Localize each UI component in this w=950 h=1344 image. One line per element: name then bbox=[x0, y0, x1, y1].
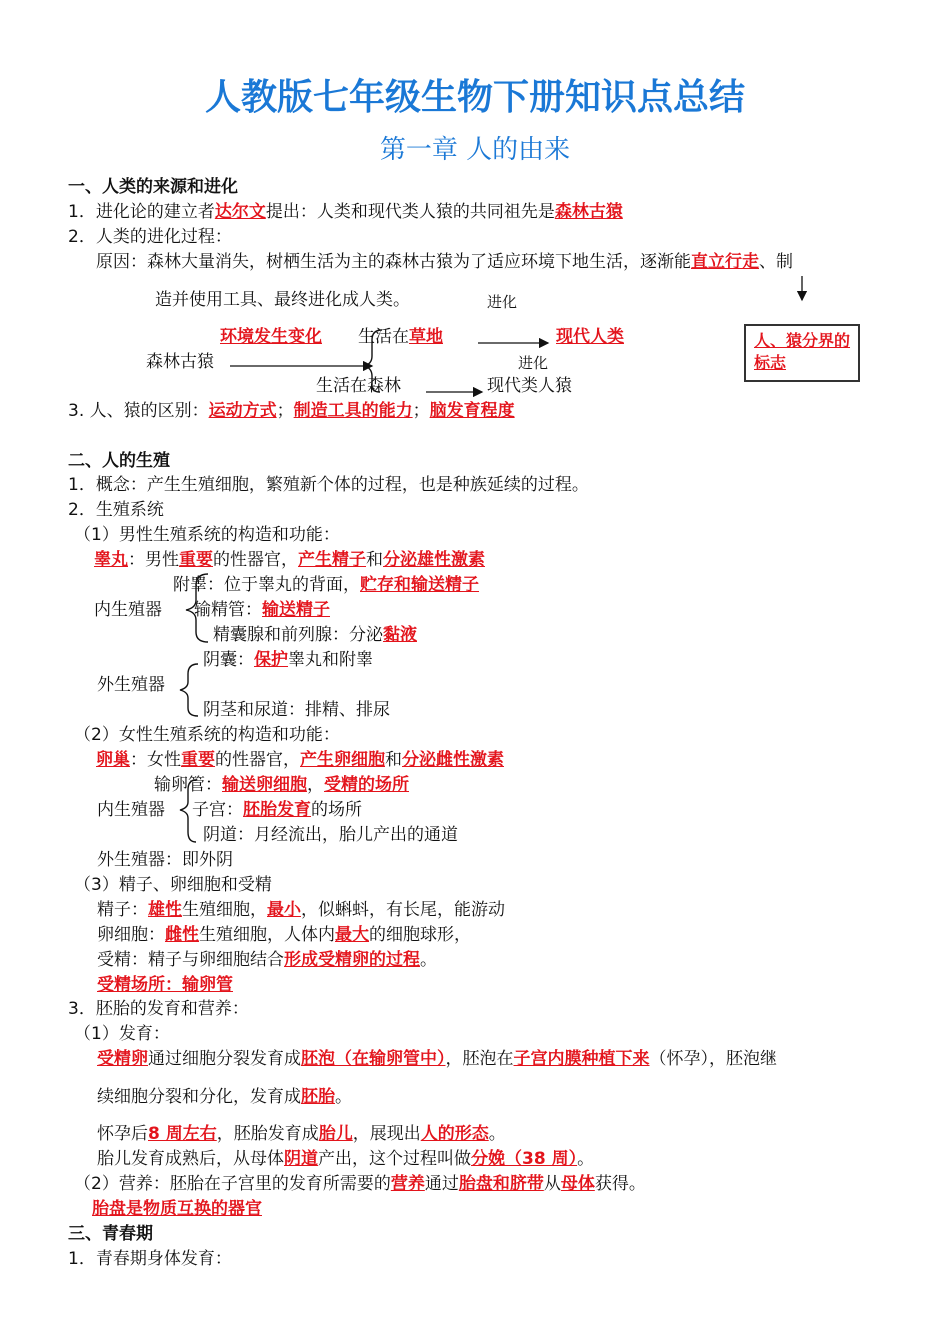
paragraph-line: （2）营养：胚胎在子宫里的发育所需要的营养通过胎盘和脐带从母体获得。 bbox=[74, 1174, 646, 1194]
evolution-label: 进化 bbox=[518, 354, 549, 372]
inner-organs-label: 内生殖器 bbox=[94, 600, 162, 620]
section-heading-3: 三、青春期 bbox=[68, 1224, 153, 1244]
paragraph-line: 造并使用工具、最终进化成人类。 bbox=[155, 290, 410, 310]
paragraph-line: 胎儿发育成熟后，从母体阴道产出，这个过程叫做分娩（38 周）。 bbox=[97, 1149, 595, 1169]
paragraph-line: 附睾：位于睾丸的背面，贮存和输送精子 bbox=[173, 575, 479, 595]
forest-life-label: 生活在森林 bbox=[316, 376, 401, 396]
brace bbox=[186, 574, 208, 642]
paragraph-line: （1）男性生殖系统的构造和功能： bbox=[74, 525, 340, 545]
paragraph-line: 2．生殖系统 bbox=[68, 500, 164, 520]
human-ape-boundary-box: 人、猿分界的标志 bbox=[744, 324, 860, 382]
paragraph-line: 阴囊：保护睾丸和附睾 bbox=[203, 650, 373, 670]
paragraph-line: 2．人类的进化过程： bbox=[68, 227, 232, 247]
paragraph-line: 精子：雄性生殖细胞，最小，似蝌蚪，有长尾，能游动 bbox=[97, 900, 505, 920]
inner-organs-label: 内生殖器 bbox=[97, 800, 165, 820]
paragraph-line: 睾丸：男性重要的性器官，产生精子和分泌雄性激素 bbox=[94, 550, 485, 570]
paragraph-line: 阴道：月经流出，胎儿产出的通道 bbox=[203, 825, 458, 845]
forest-ape-label: 森林古猿 bbox=[146, 352, 214, 372]
paragraph-line: 输卵管：输送卵细胞，受精的场所 bbox=[154, 775, 409, 795]
chapter-title: 第一章 人的由来 bbox=[379, 135, 571, 165]
section-heading-1: 一、人类的来源和进化 bbox=[68, 177, 238, 197]
fertilization-site: 受精场所：输卵管 bbox=[97, 975, 233, 995]
paragraph-line: 卵巢：女性重要的性器官，产生卵细胞和分泌雌性激素 bbox=[96, 750, 504, 770]
paragraph-line: 3．胚胎的发育和营养： bbox=[68, 999, 249, 1019]
section-heading-2: 二、人的生殖 bbox=[68, 451, 170, 471]
paragraph-line: 怀孕后8 周左右，胚胎发育成胎儿，展现出人的形态。 bbox=[97, 1124, 506, 1144]
paragraph-line: 受精卵通过细胞分裂发育成胚泡（在输卵管中），胚泡在子宫内膜种植下来（怀孕），胚泡继 bbox=[97, 1049, 777, 1069]
modern-human-label: 现代人类 bbox=[556, 327, 624, 347]
paragraph-line: 3. 人、猿的区别：运动方式；制造工具的能力；脑发育程度 bbox=[68, 401, 515, 421]
paragraph-line: 阴茎和尿道：排精、排尿 bbox=[203, 700, 390, 720]
brace bbox=[364, 330, 382, 392]
environment-change-label: 环境发生变化 bbox=[220, 327, 322, 347]
paragraph-line: 子宫：胚胎发育的场所 bbox=[192, 800, 362, 820]
modern-ape-label: 现代类人猿 bbox=[487, 376, 572, 396]
paragraph-line: 卵细胞：雌性生殖细胞，人体内最大的细胞球形， bbox=[97, 925, 471, 945]
paragraph-line: 1．进化论的建立者达尔文提出：人类和现代类人猿的共同祖先是森林古猿 bbox=[68, 202, 623, 222]
placenta-note: 胎盘是物质互换的器官 bbox=[92, 1199, 262, 1219]
paragraph-line: （2）女性生殖系统的构造和功能： bbox=[74, 725, 340, 745]
paragraph-line: 1．概念：产生生殖细胞，繁殖新个体的过程，也是种族延续的过程。 bbox=[68, 475, 589, 495]
evolution-label: 进化 bbox=[487, 293, 518, 311]
paragraph-line: 精囊腺和前列腺：分泌黏液 bbox=[213, 625, 417, 645]
brace bbox=[180, 780, 196, 842]
outer-organs-label: 外生殖器 bbox=[97, 675, 165, 695]
paragraph-line: 1．青春期身体发育： bbox=[68, 1249, 232, 1269]
paragraph-line: 输精管：输送精子 bbox=[194, 600, 330, 620]
paragraph-line: 续细胞分裂和分化，发育成胚胎。 bbox=[97, 1087, 352, 1107]
paragraph-line: 原因：森林大量消失，树栖生活为主的森林古猿为了适应环境下地生活，逐渐能直立行走、制 bbox=[96, 252, 793, 272]
paragraph-line: （1）发育： bbox=[74, 1024, 170, 1044]
ground-life-label: 生活在草地 bbox=[358, 327, 443, 347]
document-title: 人教版七年级生物下册知识点总结 bbox=[204, 77, 745, 118]
paragraph-line: 外生殖器：即外阴 bbox=[97, 850, 233, 870]
brace bbox=[180, 664, 198, 716]
paragraph-line: 受精：精子与卵细胞结合形成受精卵的过程。 bbox=[97, 950, 437, 970]
paragraph-line: （3）精子、卵细胞和受精 bbox=[74, 875, 272, 895]
